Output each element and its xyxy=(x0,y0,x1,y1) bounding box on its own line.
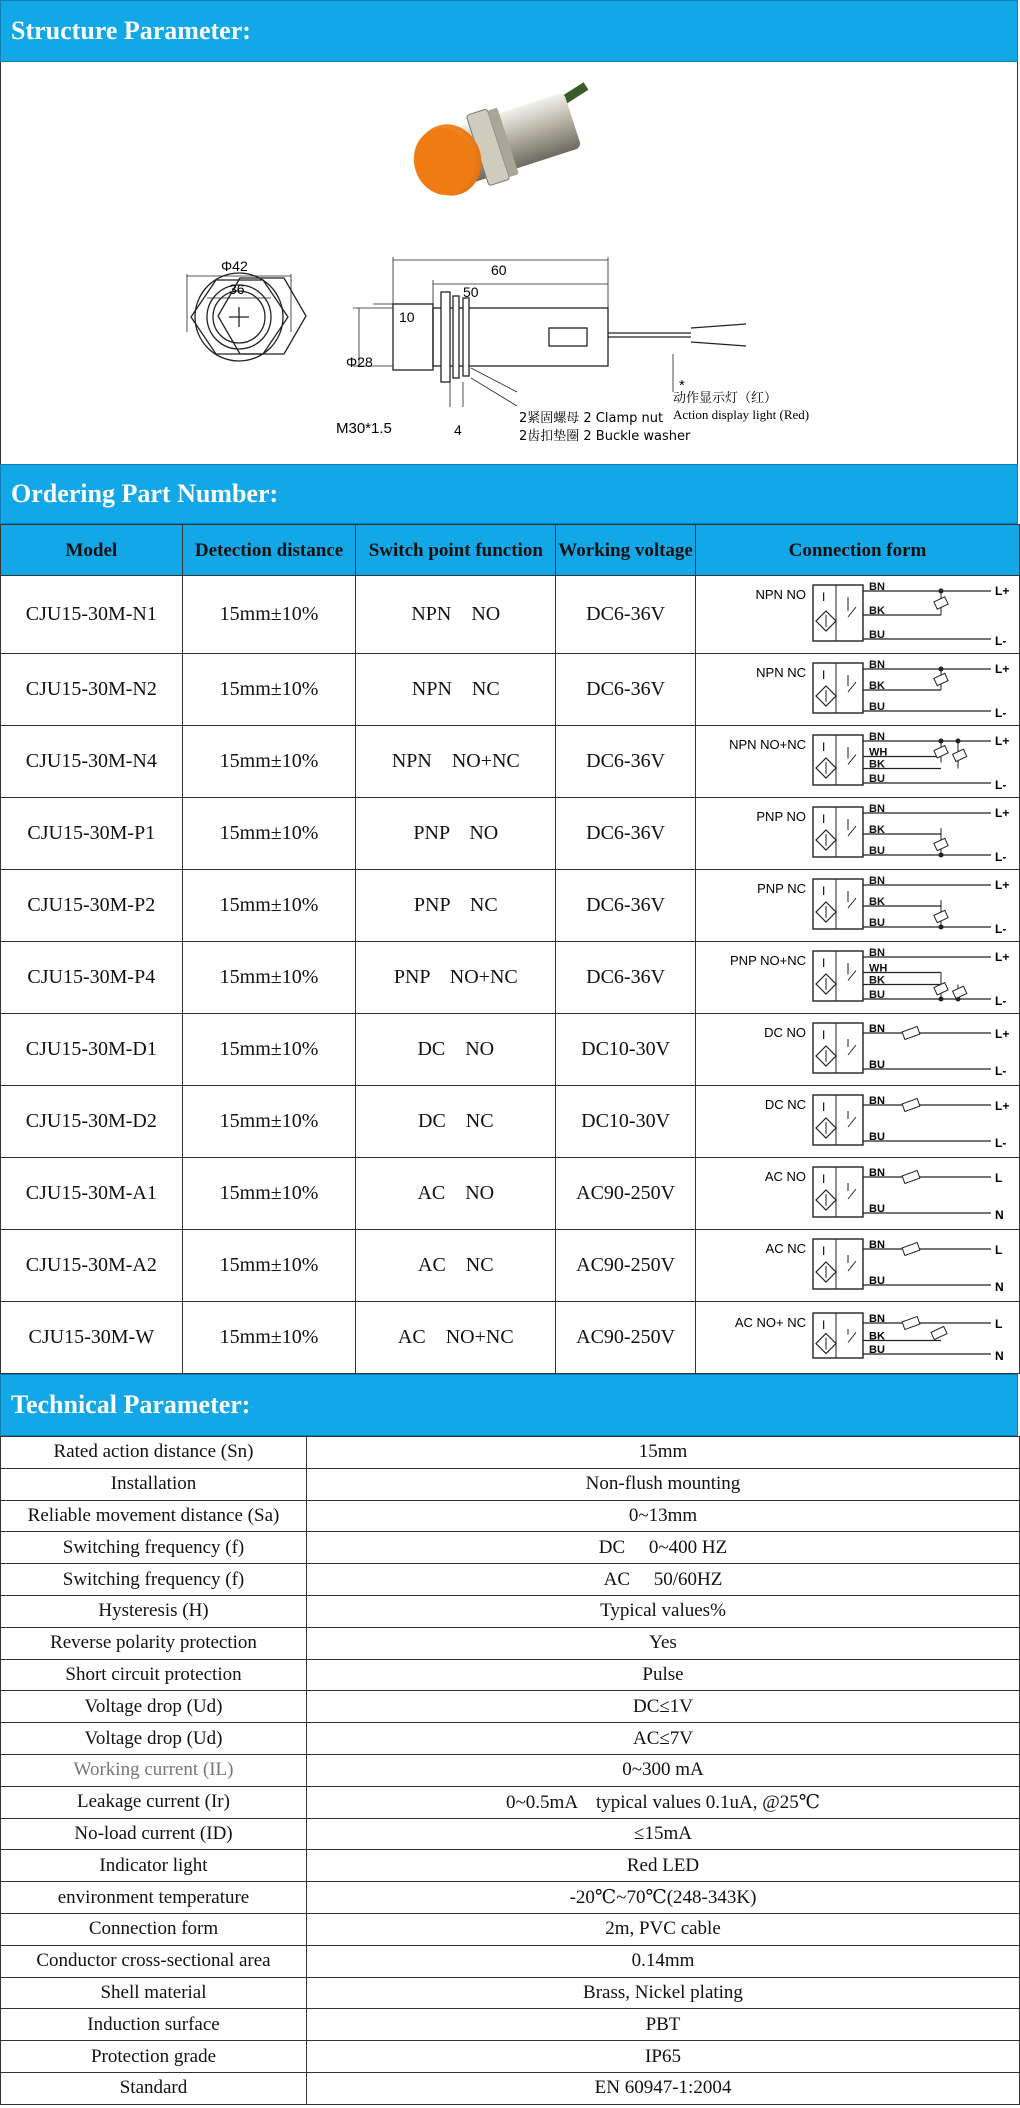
model-cell: CJU15-30M-D2 xyxy=(1,1086,183,1158)
note-star: * xyxy=(679,377,685,394)
distance-cell: 15mm±10% xyxy=(182,1086,356,1158)
svg-text:BN: BN xyxy=(868,1022,885,1035)
wiring-diagram xyxy=(696,1159,1018,1229)
sensor-photo xyxy=(404,85,586,206)
model-cell: CJU15-30M-D1 xyxy=(1,1014,183,1086)
tech-value: PBT xyxy=(307,2009,1020,2041)
tech-value: Typical values% xyxy=(307,1595,1020,1627)
function-cell: AC NO xyxy=(356,1158,556,1230)
svg-text:L+: L+ xyxy=(994,661,1010,676)
svg-text:BN: BN xyxy=(868,580,885,593)
tech-value: 0.14mm xyxy=(307,1945,1020,1977)
tech-value: Yes xyxy=(307,1627,1020,1659)
tech-value: 15mm xyxy=(307,1437,1020,1469)
tech-row xyxy=(1,2072,1020,2104)
tech-value: -20℃~70℃(248-343K) xyxy=(307,1882,1020,1914)
note-light-en: Action display light (Red) xyxy=(673,407,810,422)
tech-key: Working current (IL) xyxy=(1,1754,307,1786)
connection-diagram-cell xyxy=(695,1014,1019,1086)
wiring-diagram xyxy=(696,1231,1018,1301)
svg-text:L+: L+ xyxy=(994,877,1010,892)
svg-text:L: L xyxy=(994,1242,1003,1257)
wiring-diagram xyxy=(696,943,1018,1013)
sensor-symbol: I xyxy=(821,811,826,826)
tech-value: Brass, Nickel plating xyxy=(307,1977,1020,2009)
ordering-table xyxy=(0,524,1020,1374)
tech-row xyxy=(1,1532,1020,1564)
connection-type-label: PNP NO+NC xyxy=(730,952,806,968)
tech-value: DC 0~400 HZ xyxy=(307,1532,1020,1564)
note-clamp: 2紧固螺母 2 Clamp nut xyxy=(519,411,664,426)
tech-row xyxy=(1,1564,1020,1596)
wiring-diagram xyxy=(696,1015,1018,1085)
connection-diagram-cell xyxy=(695,798,1019,870)
distance-cell: 15mm±10% xyxy=(182,1158,356,1230)
col-distance: Detection distance xyxy=(182,525,356,576)
table-row xyxy=(1,942,1020,1014)
dim-outer: Φ42 xyxy=(221,258,248,274)
tech-key: Installation xyxy=(1,1468,307,1500)
wiring-diagram xyxy=(696,799,1018,869)
model-cell: CJU15-30M-N1 xyxy=(1,576,183,654)
tech-value: 0~0.5mA typical values 0.1uA, @25℃ xyxy=(307,1786,1020,1818)
tech-key: Leakage current (Ir) xyxy=(1,1786,307,1818)
tech-row xyxy=(1,1882,1020,1914)
table-row xyxy=(1,576,1020,654)
svg-text:L+: L+ xyxy=(994,583,1010,598)
tech-key: Indicator light xyxy=(1,1850,307,1882)
svg-text:L-: L- xyxy=(994,993,1007,1008)
connection-diagram-cell xyxy=(695,1086,1019,1158)
svg-text:L+: L+ xyxy=(994,1026,1010,1041)
tech-row xyxy=(1,1754,1020,1786)
distance-cell: 15mm±10% xyxy=(182,942,356,1014)
svg-text:BK: BK xyxy=(868,895,885,908)
svg-text:L-: L- xyxy=(994,705,1007,720)
connection-type-label: PNP NO xyxy=(756,808,806,824)
connection-diagram-cell xyxy=(695,1302,1019,1374)
connection-type-label: NPN NO xyxy=(755,586,806,602)
voltage-cell: DC6-36V xyxy=(556,576,696,654)
svg-text:L+: L+ xyxy=(994,733,1010,748)
sensor-symbol: I xyxy=(821,1171,826,1186)
tech-key: Voltage drop (Ud) xyxy=(1,1691,307,1723)
tech-value: 2m, PVC cable xyxy=(307,1913,1020,1945)
svg-text:BK: BK xyxy=(868,1330,885,1343)
tech-key: environment temperature xyxy=(1,1882,307,1914)
tech-key: Reliable movement distance (Sa) xyxy=(1,1500,307,1532)
svg-text:L-: L- xyxy=(994,849,1007,864)
tech-row xyxy=(1,1723,1020,1755)
tech-value: AC≤7V xyxy=(307,1723,1020,1755)
section-title-ordering xyxy=(0,464,1018,524)
connection-type-label: PNP NC xyxy=(757,880,806,896)
svg-text:BU: BU xyxy=(868,628,885,641)
voltage-cell: DC6-36V xyxy=(556,942,696,1014)
tech-value: 0~13mm xyxy=(307,1500,1020,1532)
tech-row xyxy=(1,1818,1020,1850)
tech-key: Protection grade xyxy=(1,2041,307,2073)
svg-text:N: N xyxy=(994,1207,1004,1222)
voltage-cell: DC6-36V xyxy=(556,870,696,942)
connection-diagram-cell xyxy=(695,726,1019,798)
svg-text:L: L xyxy=(994,1317,1003,1331)
tech-value: Non-flush mounting xyxy=(307,1468,1020,1500)
connection-diagram-cell xyxy=(695,576,1019,654)
connection-diagram-cell xyxy=(695,654,1019,726)
svg-text:BU: BU xyxy=(868,988,885,1001)
voltage-cell: DC10-30V xyxy=(556,1014,696,1086)
sensor-symbol: I xyxy=(821,955,826,970)
function-cell: PNP NC xyxy=(356,870,556,942)
note-buckle: 2齿扣垫圈 2 Buckle washer xyxy=(519,429,691,444)
function-cell: PNP NO xyxy=(356,798,556,870)
voltage-cell: AC90-250V xyxy=(556,1302,696,1374)
voltage-cell: AC90-250V xyxy=(556,1230,696,1302)
svg-text:BN: BN xyxy=(868,1238,885,1251)
svg-text:BU: BU xyxy=(868,700,885,713)
sensor-symbol: I xyxy=(821,1243,826,1258)
sensor-symbol: I xyxy=(821,739,826,754)
voltage-cell: DC10-30V xyxy=(556,1086,696,1158)
tech-key: Shell material xyxy=(1,1977,307,2009)
tech-row xyxy=(1,1850,1020,1882)
svg-text:L-: L- xyxy=(994,921,1007,936)
table-row xyxy=(1,1302,1020,1374)
tech-row xyxy=(1,1500,1020,1532)
tech-row xyxy=(1,1786,1020,1818)
connection-type-label: NPN NC xyxy=(756,664,806,680)
distance-cell: 15mm±10% xyxy=(182,1014,356,1086)
tech-key: Hysteresis (H) xyxy=(1,1595,307,1627)
voltage-cell: DC6-36V xyxy=(556,798,696,870)
sensor-symbol: I xyxy=(821,589,826,604)
sensor-symbol: I xyxy=(821,1318,826,1332)
svg-text:WH: WH xyxy=(868,746,888,758)
function-cell: DC NC xyxy=(356,1086,556,1158)
tech-key: Conductor cross-sectional area xyxy=(1,1945,307,1977)
svg-text:BN: BN xyxy=(868,1166,885,1179)
wiring-diagram xyxy=(696,1087,1018,1157)
tech-row xyxy=(1,1913,1020,1945)
function-cell: NPN NO+NC xyxy=(356,726,556,798)
tech-row xyxy=(1,1691,1020,1723)
voltage-cell: AC90-250V xyxy=(556,1158,696,1230)
structure-drawing xyxy=(1,62,1017,464)
model-cell: CJU15-30M-W xyxy=(1,1302,183,1374)
dim-head: 10 xyxy=(399,309,415,325)
tech-key: Induction surface xyxy=(1,2009,307,2041)
svg-text:BN: BN xyxy=(868,802,885,815)
wiring-diagram xyxy=(696,1305,1018,1370)
col-function: Switch point function xyxy=(356,525,556,576)
tech-value: Red LED xyxy=(307,1850,1020,1882)
svg-text:BN: BN xyxy=(868,1313,885,1325)
table-row xyxy=(1,654,1020,726)
wiring-diagram xyxy=(696,871,1018,941)
tech-value: Pulse xyxy=(307,1659,1020,1691)
dim-dia: Φ28 xyxy=(346,354,373,370)
connection-type-label: AC NO+ NC xyxy=(734,1315,806,1330)
dim-inner: 36 xyxy=(229,281,245,297)
function-cell: AC NC xyxy=(356,1230,556,1302)
model-cell: CJU15-30M-A1 xyxy=(1,1158,183,1230)
tech-row xyxy=(1,1945,1020,1977)
section-title-technical xyxy=(0,1374,1018,1436)
svg-text:BK: BK xyxy=(868,679,885,692)
wiring-diagram xyxy=(696,727,1018,797)
svg-text:BK: BK xyxy=(868,823,885,836)
col-voltage: Working voltage xyxy=(556,525,696,576)
voltage-cell: DC6-36V xyxy=(556,726,696,798)
table-row xyxy=(1,726,1020,798)
tech-row xyxy=(1,2041,1020,2073)
tech-row xyxy=(1,1437,1020,1469)
tech-value: IP65 xyxy=(307,2041,1020,2073)
tech-key: Rated action distance (Sn) xyxy=(1,1437,307,1469)
connection-diagram-cell xyxy=(695,1158,1019,1230)
distance-cell: 15mm±10% xyxy=(182,870,356,942)
tech-row xyxy=(1,1627,1020,1659)
table-row xyxy=(1,798,1020,870)
sensor-symbol: I xyxy=(821,667,826,682)
connection-diagram-cell xyxy=(695,1230,1019,1302)
tech-value: DC≤1V xyxy=(307,1691,1020,1723)
section-title-text: Structure Parameter: xyxy=(11,16,251,45)
tech-value: EN 60947-1:2004 xyxy=(307,2072,1020,2104)
table-row xyxy=(1,1014,1020,1086)
svg-text:L-: L- xyxy=(994,633,1007,648)
connection-diagram-cell xyxy=(695,870,1019,942)
col-model: Model xyxy=(1,525,183,576)
sensor-symbol: I xyxy=(821,883,826,898)
section-title-text: Ordering Part Number: xyxy=(11,479,279,508)
svg-text:L-: L- xyxy=(994,777,1007,792)
distance-cell: 15mm±10% xyxy=(182,1230,356,1302)
section-title-text: Technical Parameter: xyxy=(11,1390,251,1419)
tech-key: Connection form xyxy=(1,1913,307,1945)
tech-key: No-load current (ID) xyxy=(1,1818,307,1850)
svg-text:BU: BU xyxy=(868,1202,885,1215)
connection-type-label: DC NC xyxy=(764,1096,806,1112)
model-cell: CJU15-30M-P1 xyxy=(1,798,183,870)
function-cell: AC NO+NC xyxy=(356,1302,556,1374)
distance-cell: 15mm±10% xyxy=(182,1302,356,1374)
svg-text:BN: BN xyxy=(868,658,885,671)
connection-type-label: AC NO xyxy=(764,1168,806,1184)
svg-text:BN: BN xyxy=(868,946,885,959)
tech-key: Short circuit protection xyxy=(1,1659,307,1691)
tech-row xyxy=(1,1595,1020,1627)
tech-key: Switching frequency (f) xyxy=(1,1532,307,1564)
wiring-diagram xyxy=(696,655,1018,725)
svg-text:L-: L- xyxy=(994,1063,1007,1078)
svg-text:BK: BK xyxy=(868,604,885,617)
dim-washer: 4 xyxy=(454,422,462,438)
connection-diagram-cell xyxy=(695,942,1019,1014)
tech-row xyxy=(1,1977,1020,2009)
model-cell: CJU15-30M-A2 xyxy=(1,1230,183,1302)
tech-key: Standard xyxy=(1,2072,307,2104)
distance-cell: 15mm±10% xyxy=(182,726,356,798)
svg-text:WH: WH xyxy=(868,962,888,974)
svg-text:BU: BU xyxy=(868,844,885,857)
section-title-structure xyxy=(0,0,1018,62)
tech-key: Switching frequency (f) xyxy=(1,1564,307,1596)
function-cell: NPN NO xyxy=(356,576,556,654)
tech-key: Voltage drop (Ud) xyxy=(1,1723,307,1755)
svg-text:BU: BU xyxy=(868,1058,885,1071)
tech-row xyxy=(1,2009,1020,2041)
note-light-cn: 动作显示灯（红） xyxy=(673,391,778,406)
svg-text:L+: L+ xyxy=(994,805,1010,820)
distance-cell: 15mm±10% xyxy=(182,654,356,726)
sensor-symbol: I xyxy=(821,1027,826,1042)
svg-text:BN: BN xyxy=(868,874,885,887)
connection-type-label: AC NC xyxy=(765,1240,806,1256)
tech-value: AC 50/60HZ xyxy=(307,1564,1020,1596)
model-cell: CJU15-30M-N4 xyxy=(1,726,183,798)
table-row xyxy=(1,1230,1020,1302)
dim-body: 50 xyxy=(463,284,479,300)
svg-text:BK: BK xyxy=(868,758,885,770)
voltage-cell: DC6-36V xyxy=(556,654,696,726)
svg-text:N: N xyxy=(994,1279,1004,1294)
svg-text:N: N xyxy=(994,1349,1004,1363)
svg-text:BU: BU xyxy=(868,1344,885,1356)
ordering-header-row xyxy=(1,525,1020,576)
sensor-symbol: I xyxy=(821,1099,826,1114)
distance-cell: 15mm±10% xyxy=(182,798,356,870)
svg-text:BU: BU xyxy=(868,772,885,785)
dim-total: 60 xyxy=(491,262,507,278)
technical-table xyxy=(0,1436,1020,2105)
svg-text:BN: BN xyxy=(868,1094,885,1107)
connection-type-label: NPN NO+NC xyxy=(729,736,806,752)
tech-value: 0~300 mA xyxy=(307,1754,1020,1786)
svg-text:L+: L+ xyxy=(994,1098,1010,1113)
distance-cell: 15mm±10% xyxy=(182,576,356,654)
side-view xyxy=(353,257,746,407)
col-connection: Connection form xyxy=(695,525,1019,576)
model-cell: CJU15-30M-P2 xyxy=(1,870,183,942)
function-cell: PNP NO+NC xyxy=(356,942,556,1014)
svg-text:BU: BU xyxy=(868,1274,885,1287)
svg-text:BK: BK xyxy=(868,974,885,986)
table-row xyxy=(1,870,1020,942)
dim-thread: M30*1.5 xyxy=(336,420,392,437)
function-cell: DC NO xyxy=(356,1014,556,1086)
svg-text:BN: BN xyxy=(868,730,885,743)
tech-value: ≤15mA xyxy=(307,1818,1020,1850)
tech-row xyxy=(1,1468,1020,1500)
model-cell: CJU15-30M-N2 xyxy=(1,654,183,726)
table-row xyxy=(1,1086,1020,1158)
tech-key: Reverse polarity protection xyxy=(1,1627,307,1659)
function-cell: NPN NC xyxy=(356,654,556,726)
svg-text:L+: L+ xyxy=(994,949,1010,964)
structure-panel xyxy=(0,62,1018,464)
svg-text:L-: L- xyxy=(994,1135,1007,1150)
tech-row xyxy=(1,1659,1020,1691)
wiring-diagram xyxy=(696,577,1018,653)
model-cell: CJU15-30M-P4 xyxy=(1,942,183,1014)
connection-type-label: DC NO xyxy=(764,1024,806,1040)
table-row xyxy=(1,1158,1020,1230)
svg-text:BU: BU xyxy=(868,916,885,929)
svg-text:BU: BU xyxy=(868,1130,885,1143)
svg-text:L: L xyxy=(994,1170,1003,1185)
